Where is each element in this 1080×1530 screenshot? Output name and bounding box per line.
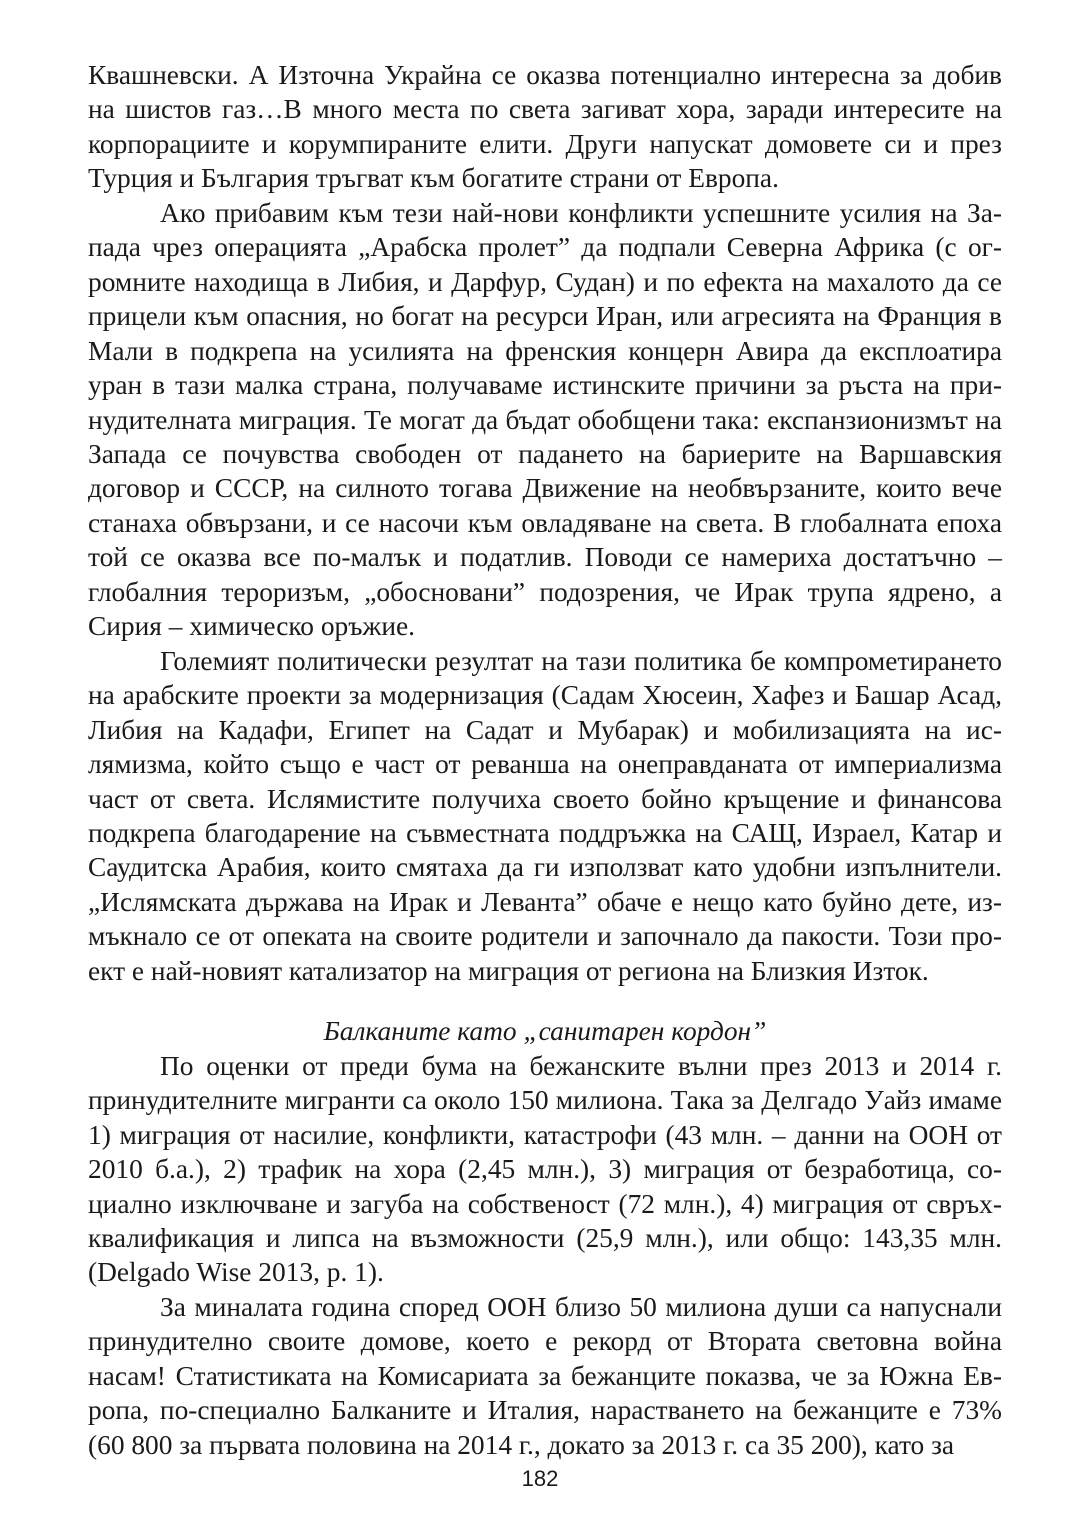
paragraph-2: Ако прибавим към тези най-нови конфликти успешните усилия на Запада чрез операцията „Арабска пролет” да подпали Северна Африка (с огромните находища в Либия, и Дарфур, Судан) и по ефекта на махалото да се прицели към опасния, но богат на ресурси Иран, или агресията на Франция в Мали в подкрепа на усилията на френския концерн Авира да експлоатира уран в тази малка страна, получаваме истинските причини за ръста на принудителната миграция. Те могат да бъдат обобщени така: експанзионизмът на Запада се почувства свободен от падането на бариерите на Варшавския договор и СССР, на силното тогава Движение на необвързаните, които вече станаха обвързани, и се насочи към овладяване на света. В глобалната епоха той се оказва все по-малък и податлив. Поводи се намериха достатъчно – глобалния тероризъм, „обосновани” подозрения, че Ирак трупа ядрено, а Сирия – химическо оръжие. (88, 197, 1002, 642)
section-heading: Балканите като „санитарен кордон” (323, 1016, 767, 1047)
page-body (88, 58, 1002, 1462)
paragraph-3: Големият политически резултат на тази политика бе компрометирането на арабските проекти за модернизация (Садам Хюсеин, Хафез и Башар Асад, Либия на Кадафи, Египет на Садат и Мубарак) и мобилизацията на ислямизма, който също е част от реванша на онеправданата от империализма част от света. Ислямистите получиха своето бойно кръщение и финансова подкрепа благодарение на съвместната поддръжка на САЩ, Израел, Катар и Саудитска Арабия, които смятаха да ги използват като удобни изпълнители. „Ислямската държава на Ирак и Леванта” обаче е нещо като буйно дете, измъкнало се от опеката на своите родители и започнало да пакости. Този проект е най-новият катализатор на миграция от региона на Близкия Изток. (88, 645, 1002, 986)
paragraph-5: За миналата година според ООН близо 50 милиона души са напуснали принудително своите домове, което е рекорд от Втората световна война насам! Статистиката на Комисариата за бежанците показва, че за Южна Европа, по-специално Балканите и Италия, нарастването на бежанците е 73% (60 800 за първата половина на 2014 г., докато за 2013 г. са 35 200), като за (88, 1291, 1002, 1460)
paragraph-1: Квашневски. А Източна Украйна се оказва потенциално интересна за добив на шистов газ…В много места по света загиват хора, заради интересите на корпорациите и корумпираните елити. Други напускат домовете си и през Турция и България тръгват към богатите страни от Европа. (88, 60, 1002, 194)
page-number: 182 (521, 1466, 559, 1491)
paragraph-4: По оценки от преди бума на бежанските вълни през 2013 и 2014 г. принудителните мигранти са около 150 милиона. Така за Делгадо Уайз имаме 1) миграция от насилие, конфликти, катастрофи (43 млн. – данни на ООН от 2010 б.а.), 2) трафик на хора (2,45 млн.), 3) миграция от безработица, социално изключване и загуба на собственост (72 млн.), 4) миграция от свръхквалификация и липса на възможности (25,9 млн.), или общо: 143,35 млн. (Delgado Wise 2013, p. 1). (88, 1050, 1002, 1288)
